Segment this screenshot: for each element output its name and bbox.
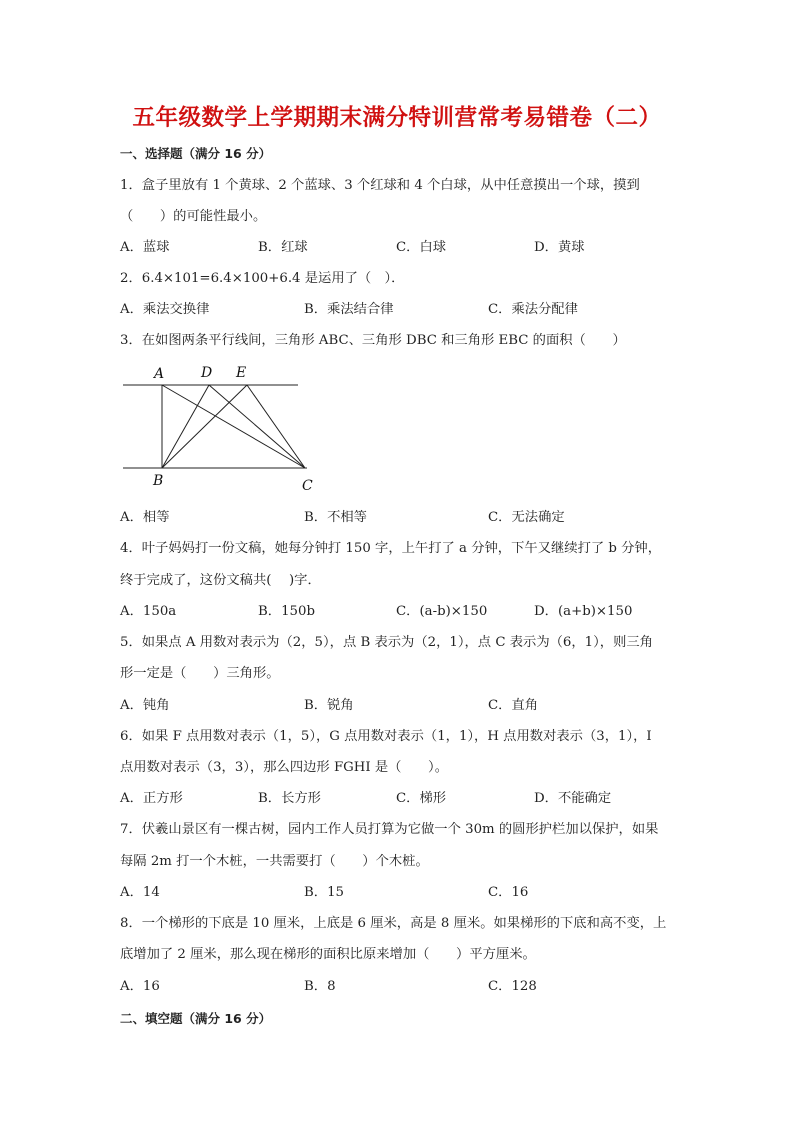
label-c: C (302, 478, 313, 494)
q5-option-a: A．钝角 (120, 698, 170, 713)
question-2-text: 2．6.4×101=6.4×100+6.4 是运用了（ ）． (120, 271, 405, 286)
q4-option-c: C．(a-b)×150 (396, 604, 488, 619)
q7-option-a: A．14 (120, 885, 160, 900)
q2-option-a: A．乘法交换律 (120, 302, 210, 317)
question-4-text: 4．叶子妈妈打一份文稿，她每分钟打 150 字，上午打了 a 分钟，下午又继续打了 b 分钟， (120, 541, 662, 556)
question-6-text-cont: 点用数对表示（3，3），那么四边形 FGHI 是（ ）。 (120, 760, 449, 775)
section-heading: 一、选择题（满分 16 分） (120, 146, 272, 161)
q1-option-b: B．红球 (258, 240, 308, 255)
q6-option-a: A．正方形 (120, 791, 183, 806)
question-7-text: 7．伏羲山景区有一棵古树，园内工作人员打算为它做一个 30m 的圆形护栏加以保护，如果 (120, 822, 659, 837)
page-title: 五年级数学上学期期末满分特训营常考易错卷（二） (132, 105, 662, 131)
label-b: B (153, 473, 164, 489)
q3-option-b: B．不相等 (304, 510, 367, 525)
q7-option-b: B．15 (304, 885, 344, 900)
question-8-text: 8．一个梯形的下底是 10 厘米，上底是 6 厘米，高是 8 厘米。如果梯形的下底和高不变，上 (120, 916, 667, 931)
parallel-lines-triangle-figure (115, 360, 315, 495)
q7-option-c: C．16 (488, 885, 529, 900)
question-1-text-cont: （ ）的可能性最小。 (120, 209, 267, 224)
q4-option-a: A．150a (120, 604, 177, 619)
q8-option-a: A．16 (120, 979, 160, 994)
q6-option-b: B．长方形 (258, 791, 321, 806)
q4-option-b: B．150b (258, 604, 315, 619)
question-1-text: 1．盒子里放有 1 个黄球、2 个蓝球、3 个红球和 4 个白球，从中任意摸出一个球，摸到 (120, 178, 640, 193)
question-8-text-cont: 底增加了 2 厘米，那么现在梯形的面积比原来增加（ ）平方厘米。 (120, 947, 536, 962)
q1-option-d: D．黄球 (534, 240, 585, 255)
question-5-text: 5．如果点 A 用数对表示为（2，5），点 B 表示为（2，1），点 C 表示为（6，1），则三角 (120, 635, 653, 650)
q8-option-b: B．8 (304, 979, 336, 994)
q5-option-b: B．锐角 (304, 698, 354, 713)
q2-option-c: C．乘法分配律 (488, 302, 578, 317)
question-5-text-cont: 形一定是（ ）三角形。 (120, 666, 280, 681)
question-3-text: 3．在如图两条平行线间，三角形 ABC、三角形 DBC 和三角形 EBC 的面积（ ） (120, 333, 626, 348)
q6-option-c: C．梯形 (396, 791, 447, 806)
q3-option-c: C．无法确定 (488, 510, 565, 525)
section-heading: 二、填空题（满分 16 分） (120, 1011, 272, 1026)
q3-option-a: A．相等 (120, 510, 170, 525)
label-a: A (154, 366, 165, 382)
label-d: D (201, 365, 213, 381)
q5-option-c: C．直角 (488, 698, 539, 713)
q1-option-c: C．白球 (396, 240, 447, 255)
q4-option-d: D．(a+b)×150 (534, 604, 633, 619)
question-4-text-cont: 终于完成了，这份文稿共( )字． (120, 573, 321, 588)
q6-option-d: D．不能确定 (534, 791, 612, 806)
q8-option-c: C．128 (488, 979, 537, 994)
label-e: E (236, 365, 247, 381)
question-7-text-cont: 每隔 2m 打一个木桩，一共需要打（ ）个木桩。 (120, 854, 429, 869)
question-6-text: 6．如果 F 点用数对表示（1，5），G 点用数对表示（1，1），H 点用数对表示（3，1），I (120, 729, 652, 744)
q2-option-b: B．乘法结合律 (304, 302, 394, 317)
q1-option-a: A．蓝球 (120, 240, 170, 255)
